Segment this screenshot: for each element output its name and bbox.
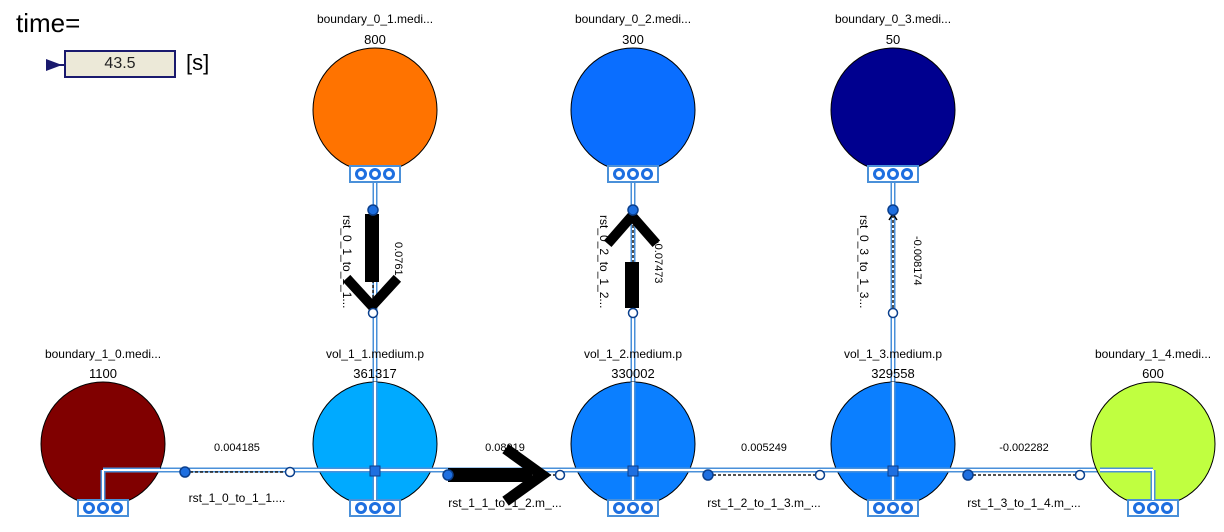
- port-a-icon[interactable]: [368, 205, 378, 215]
- node-label: boundary_0_3.medi...: [834, 12, 952, 26]
- node-value: 329558: [871, 366, 915, 381]
- node-value: 300: [622, 32, 644, 47]
- port-a-icon[interactable]: [180, 467, 190, 477]
- port-block: [350, 500, 400, 516]
- connection-flow: 0.005249: [741, 442, 787, 454]
- node-label: boundary_1_4.medi...: [1094, 347, 1212, 361]
- port-a-icon[interactable]: [963, 470, 973, 480]
- connection-rst-1-2[interactable]: [703, 442, 825, 510]
- node-value: 1100: [89, 366, 117, 381]
- flow-arrow-head: [350, 282, 394, 306]
- connection-label: rst_0_1_to_1_1...: [340, 215, 354, 309]
- port-b-icon[interactable]: [556, 471, 565, 480]
- node-value: 361317: [353, 366, 397, 381]
- time-unit-label: [s]: [186, 50, 210, 75]
- connection-label: rst_0_2_to_1_2...: [597, 215, 611, 309]
- port-b-icon[interactable]: [629, 309, 638, 318]
- node-boundary-0-2[interactable]: [571, 12, 695, 182]
- connection-flow: 0.004185: [214, 442, 260, 454]
- port-b-icon[interactable]: [816, 471, 825, 480]
- connection-flow: -0.008174: [911, 236, 923, 286]
- node-boundary-0-3[interactable]: [831, 12, 955, 182]
- port-a-icon[interactable]: [888, 205, 898, 215]
- port-a-icon[interactable]: [703, 470, 713, 480]
- connection-flow: -0.07473: [652, 240, 664, 284]
- node-label: vol_1_1.medium.p: [325, 347, 425, 361]
- node-label: boundary_1_0.medi...: [44, 347, 162, 361]
- connection-label: rst_0_3_to_1_3...: [857, 215, 871, 309]
- port-block: [868, 500, 918, 516]
- node-label: vol_1_2.medium.p: [583, 347, 683, 361]
- node-value: 600: [1142, 366, 1164, 381]
- port-block: [350, 166, 400, 182]
- port-block: [608, 166, 658, 182]
- connection-rst-1-3[interactable]: [963, 442, 1085, 510]
- node-circle[interactable]: [313, 48, 437, 172]
- node-value: 330002: [611, 366, 655, 381]
- time-value-display[interactable]: 43.5: [64, 50, 176, 78]
- connection-label: rst_1_1_to_1_2.m_...: [448, 496, 562, 510]
- node-label: vol_1_3.medium.p: [843, 347, 943, 361]
- connection-label: rst_1_2_to_1_3.m_...: [707, 496, 821, 510]
- connection-flow: 0.0761: [392, 242, 404, 276]
- port-b-icon[interactable]: [1076, 471, 1085, 480]
- connection-rst-1-1[interactable]: [443, 442, 565, 510]
- node-boundary-0-1[interactable]: [313, 12, 437, 182]
- node-value: 50: [885, 32, 901, 47]
- port-a-icon[interactable]: [628, 205, 638, 215]
- port-b-icon[interactable]: [286, 468, 295, 477]
- connection-rst-0-3[interactable]: [857, 205, 923, 318]
- connection-flow: -0.002282: [999, 442, 1049, 454]
- connection-rst-1-0[interactable]: [180, 442, 295, 505]
- flow-arrow-shaft: [448, 468, 532, 482]
- flow-arrow-shaft: [365, 214, 379, 282]
- port-block: [1128, 500, 1178, 516]
- connection-rst-0-1[interactable]: [340, 205, 404, 318]
- port-block: [78, 500, 128, 516]
- port-b-icon[interactable]: [889, 309, 898, 318]
- node-circle[interactable]: [571, 48, 695, 172]
- node-value: 800: [364, 32, 386, 47]
- port-block: [608, 500, 658, 516]
- port-a-icon[interactable]: [443, 470, 453, 480]
- connection-label: rst_1_0_to_1_1....: [188, 491, 286, 505]
- port-block: [868, 166, 918, 182]
- node-label: boundary_0_1.medi...: [316, 12, 434, 26]
- time-label: time=: [16, 8, 81, 38]
- node-label: boundary_0_2.medi...: [574, 12, 692, 26]
- connection-label: rst_1_3_to_1_4.m_...: [967, 496, 1081, 510]
- connection-flow: 0.08019: [485, 442, 525, 454]
- flow-arrow-shaft: [625, 262, 639, 308]
- node-circle[interactable]: [831, 48, 955, 172]
- port-b-icon[interactable]: [369, 309, 378, 318]
